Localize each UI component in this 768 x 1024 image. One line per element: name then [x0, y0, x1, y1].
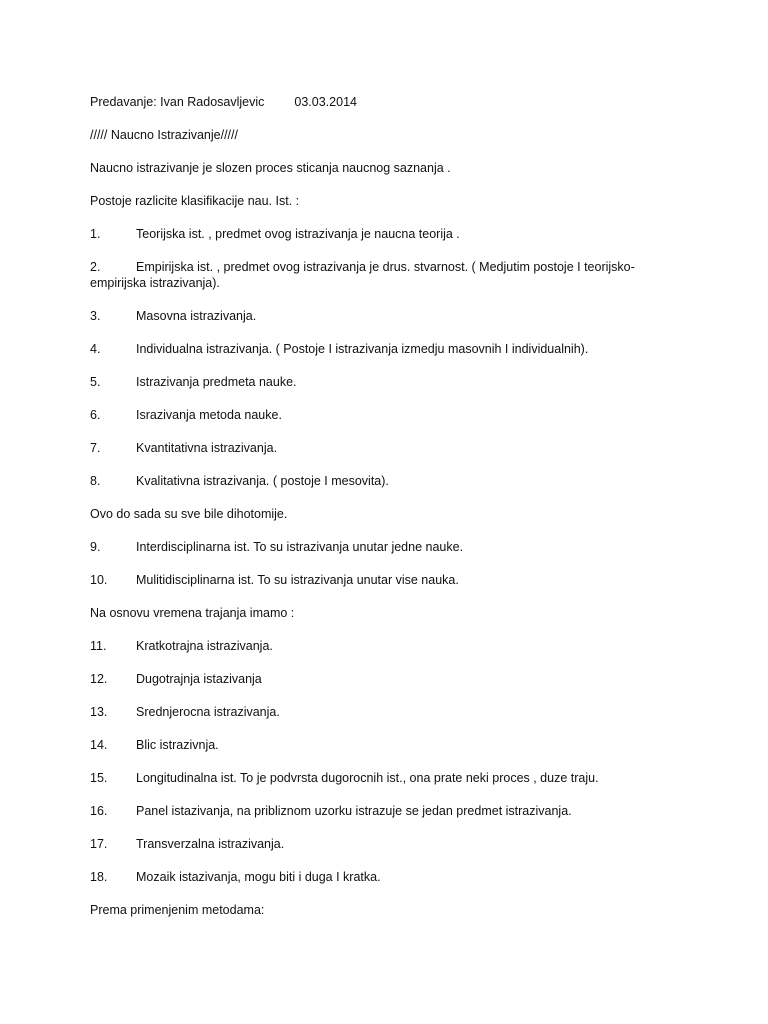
item-number: 13.: [90, 705, 108, 719]
item-number: 5.: [90, 375, 101, 389]
item-text: Srednjerocna istrazivanja.: [136, 705, 280, 719]
item-text: Kvantitativna istrazivanja.: [136, 441, 278, 455]
item-number: 15.: [90, 771, 108, 785]
list-item: [90, 836, 690, 852]
item-text-line1: Empirijska ist. , predmet ovog istrazivanja je drus. stvarnost. ( Medjutim postoje I teorijsko-: [136, 260, 635, 274]
list-item: [90, 572, 690, 588]
item-number: 18.: [90, 870, 108, 884]
list-group-d: [90, 638, 690, 885]
item-text: Panel istazivanja, na pribliznom uzorku istrazuje se jedan predmet istrazivanja.: [136, 804, 572, 818]
list-item: [90, 869, 690, 885]
item-text: Individualna istrazivanja. ( Postoje I istrazivanja izmedju masovnih I individualnih).: [136, 342, 589, 356]
item-text: Dugotrajnja istazivanja: [136, 672, 262, 686]
list-item: [90, 440, 690, 456]
list-item: [90, 770, 690, 786]
item-number: 16.: [90, 804, 108, 818]
item-text: Teorijska ist. , predmet ovog istrazivanja je naucna teorija .: [136, 227, 460, 241]
dichotomies-note: Ovo do sada su sve bile dihotomije.: [90, 507, 288, 521]
list-item: [90, 473, 690, 489]
list-group-c: [90, 539, 690, 588]
item-text: Masovna istrazivanja.: [136, 309, 257, 323]
item-number: 14.: [90, 738, 108, 752]
lecture-author: Predavanje: Ivan Radosavljevic: [90, 95, 265, 109]
list-item: [90, 539, 690, 555]
list-item: [90, 407, 690, 423]
list-item: [90, 341, 690, 357]
list-item: [90, 226, 690, 242]
item-number: 17.: [90, 837, 108, 851]
list-item: [90, 704, 690, 720]
item-text: Mulitidisciplinarna ist. To su istrazivanja unutar vise nauka.: [136, 573, 459, 587]
list-item: [90, 374, 690, 390]
item-number: 8.: [90, 474, 101, 488]
item-text: Longitudinalna ist. To je podvrsta dugorocnih ist., ona prate neki proces , duze traju.: [136, 771, 599, 785]
item-number: 11.: [90, 639, 107, 653]
list-group-a: [90, 226, 690, 242]
item-text: Interdisciplinarna ist. To su istrazivanja unutar jedne nauke.: [136, 540, 464, 554]
document-title: ///// Naucno Istrazivanje/////: [90, 128, 238, 142]
methods-heading: Prema primenjenim metodama:: [90, 903, 265, 917]
list-item: [90, 638, 690, 654]
document-page: [90, 94, 690, 935]
item-number: 4.: [90, 342, 101, 356]
item-number: 6.: [90, 408, 101, 422]
item-number: 3.: [90, 309, 101, 323]
item-number: 12.: [90, 672, 108, 686]
item-number: 10.: [90, 573, 108, 587]
item-text: Transverzalna istrazivanja.: [136, 837, 285, 851]
item-text: Istrazivanja predmeta nauke.: [136, 375, 297, 389]
lecture-date: 03.03.2014: [294, 95, 357, 109]
item-text: Kratkotrajna istrazivanja.: [136, 639, 273, 653]
duration-heading: Na osnovu vremena trajanja imamo :: [90, 606, 295, 620]
list-item: [90, 308, 690, 324]
item-text-line2: empirijska istrazivanja).: [90, 276, 220, 290]
list-item: [90, 803, 690, 819]
list-item: [90, 259, 690, 291]
item-number: 9.: [90, 540, 101, 554]
list-item: [90, 671, 690, 687]
item-text: Mozaik istazivanja, mogu biti i duga I kratka.: [136, 870, 381, 884]
item-number: 1.: [90, 227, 101, 241]
classifications-heading: Postoje razlicite klasifikacije nau. Ist. :: [90, 194, 300, 208]
item-text: Blic istrazivnja.: [136, 738, 219, 752]
item-number: 2.: [90, 260, 101, 274]
item-text: Israzivanja metoda nauke.: [136, 408, 282, 422]
intro-paragraph: Naucno istrazivanje je slozen proces sticanja naucnog saznanja .: [90, 161, 451, 175]
lecture-header: [90, 94, 690, 110]
list-item: [90, 737, 690, 753]
item-number: 7.: [90, 441, 101, 455]
list-group-b: [90, 308, 690, 489]
item-text: Kvalitativna istrazivanja. ( postoje I mesovita).: [136, 474, 389, 488]
